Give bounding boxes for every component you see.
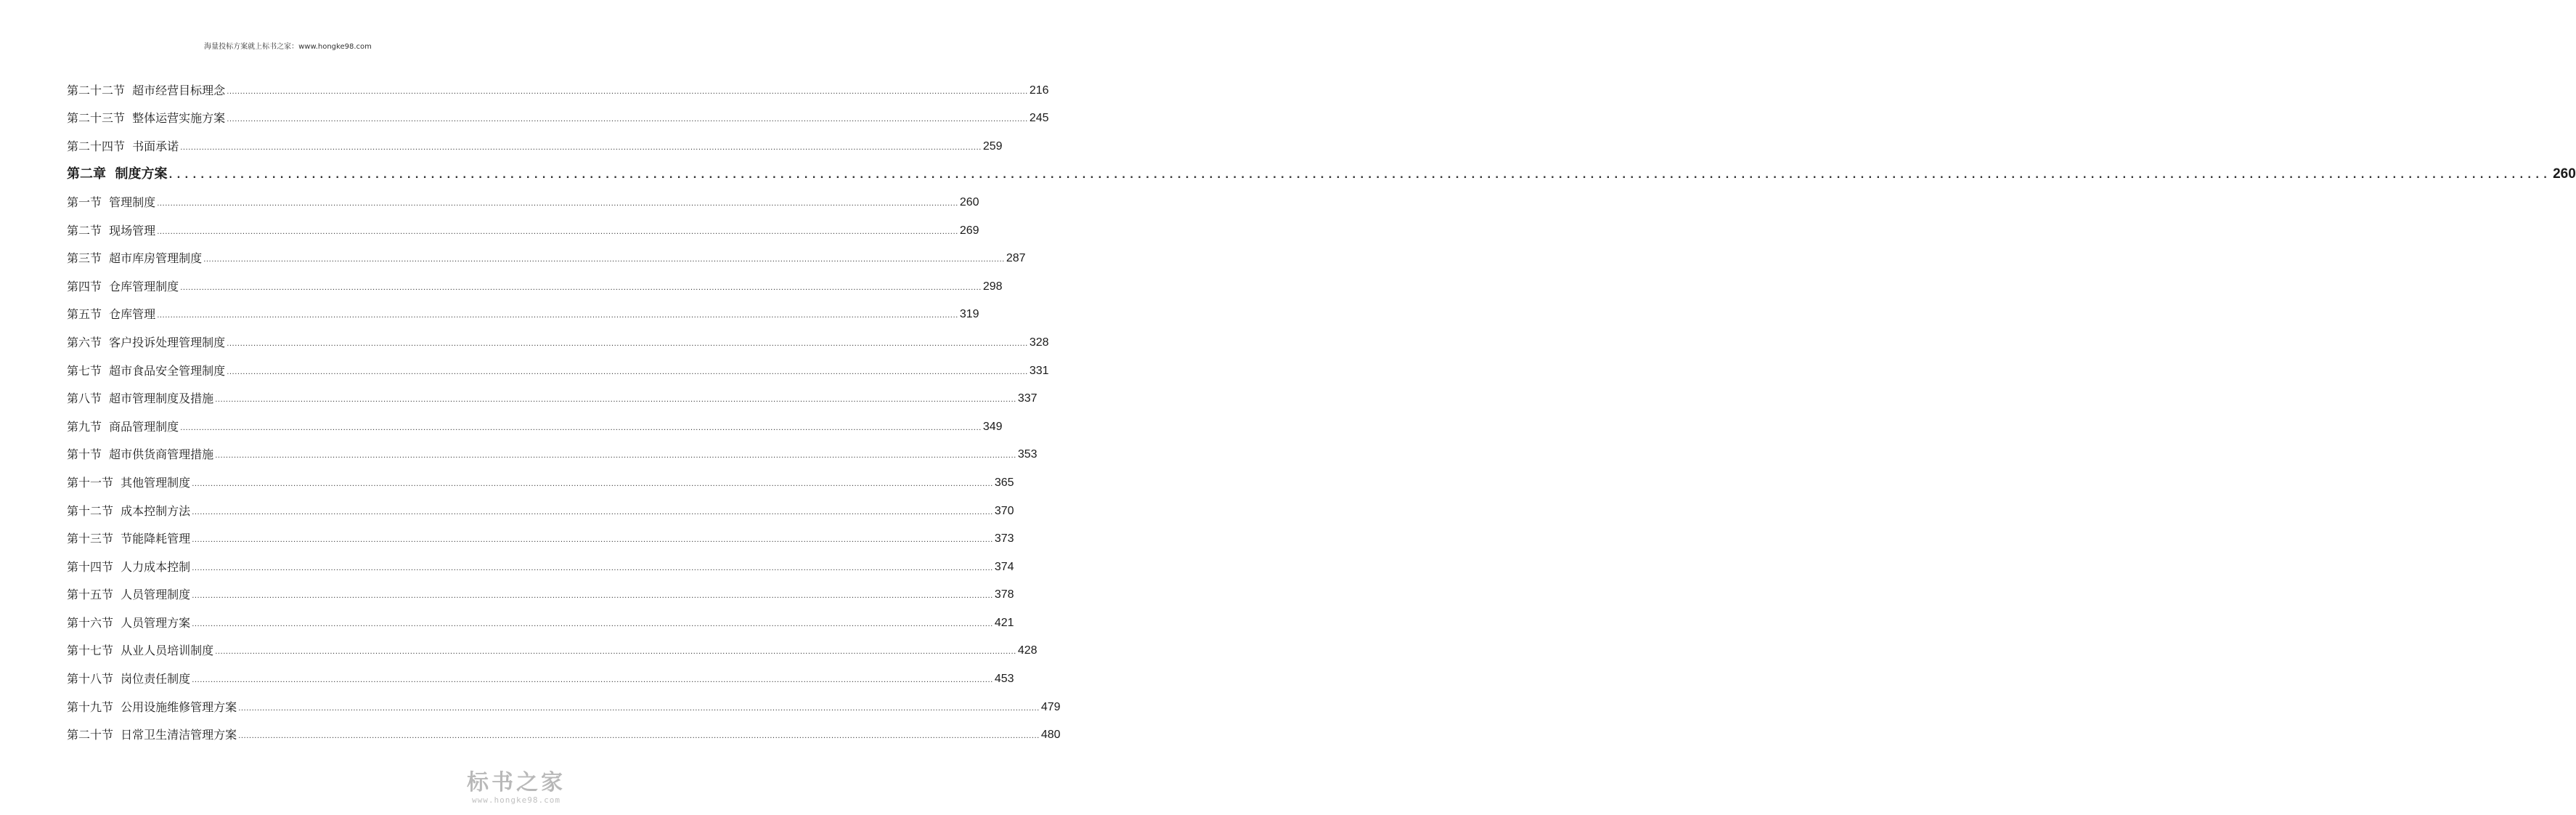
toc-entry[interactable] xyxy=(67,378,1038,407)
toc-entry-title: 第十七节 从业人员培训制度 xyxy=(67,644,214,658)
toc-page-number: 480 xyxy=(1040,729,1061,742)
toc-entry-title: 第二十节 日常卫生清洁管理方案 xyxy=(67,728,237,742)
toc-leader-dots: ............................................................................................................................................................................................................................................................................................................ xyxy=(192,479,993,488)
toc-entry[interactable] xyxy=(67,350,1049,378)
watermark-logo xyxy=(465,771,567,805)
toc-entry-title: 第二十二节 超市经营目标理念 xyxy=(67,83,226,97)
toc-page-number: 370 xyxy=(994,504,1014,517)
toc-entry[interactable] xyxy=(67,294,979,323)
toc-leader-dots: ............................................................................................................................................................................................................................................................................................................ xyxy=(192,564,993,572)
toc-leader-dots: ............................................................................................................................................................................................................................................................................................................ xyxy=(227,339,1028,348)
toc-leader-dots: ............................................................................................................................................................................................................................................................................................................ xyxy=(157,312,958,320)
toc-page-number: 353 xyxy=(1017,448,1038,461)
toc-page-number: 328 xyxy=(1029,336,1049,349)
toc-page-number: 331 xyxy=(1029,364,1049,377)
toc-page-number: 479 xyxy=(1040,700,1061,713)
toc-leader-dots: ............................................................................................................................................................................................................................................................................................................ xyxy=(180,423,982,432)
toc-leader-dots: ............................................................................................................................................................................................................................................................................................................ xyxy=(227,115,1028,124)
toc-entry[interactable] xyxy=(67,434,1038,463)
toc-entry[interactable] xyxy=(67,715,1061,743)
toc-entry[interactable] xyxy=(67,322,1049,350)
table-of-contents xyxy=(67,70,2576,742)
toc-page-number: 260 xyxy=(2553,166,2576,182)
toc-entry[interactable] xyxy=(67,406,1003,434)
toc-leader-dots: ............................................................................................................................................................................................................................................................................................................ xyxy=(215,452,1016,461)
toc-leader-dots: ............................................................................................................................................................................................................................................................................................................ xyxy=(203,256,1005,264)
logo-mark: 标书之家 xyxy=(467,770,566,795)
toc-leader-dots: ............................................................................................................................................................................................................................................................................................................ xyxy=(157,199,958,208)
toc-entry[interactable] xyxy=(67,70,1049,98)
toc-leader-dots: ............................................................................................................................................................................................................................................................................................................ xyxy=(238,704,1040,713)
toc-page-number: 365 xyxy=(994,476,1014,489)
toc-entry-title: 第二十四节 书面承诺 xyxy=(67,139,179,153)
toc-entry-title: 第八节 超市管理制度及措施 xyxy=(67,392,214,406)
toc-page-number: 287 xyxy=(1006,252,1026,265)
toc-page-number: 378 xyxy=(994,588,1014,601)
toc-entry[interactable] xyxy=(67,182,979,210)
toc-entry-title: 第十九节 公用设施维修管理方案 xyxy=(67,700,237,714)
toc-chapter-entry[interactable] xyxy=(67,154,2576,182)
page-header: 海量投标方案就上标书之家：www.hongke98.com xyxy=(204,43,372,51)
toc-leader-dots: ............................................................................................................................................................................................................................................................................................................ xyxy=(192,620,993,628)
toc-page-number: 259 xyxy=(982,139,1003,153)
toc-entry[interactable] xyxy=(67,546,1014,575)
toc-page-number: 298 xyxy=(982,280,1003,293)
toc-entry-title: 第二十三节 整体运营实施方案 xyxy=(67,111,226,126)
toc-leader-dots: ............................................................................................................................................................................................................................................................................................................ xyxy=(192,536,993,545)
toc-page-number: 260 xyxy=(959,195,979,208)
toc-entry[interactable] xyxy=(67,602,1014,630)
toc-page-number: 269 xyxy=(959,224,979,237)
toc-entry[interactable] xyxy=(67,126,1003,154)
logo-url: www.hongke98.com xyxy=(472,795,561,805)
toc-leader-dots: ............................................................................................................................................................................................................................................................................................................ xyxy=(238,732,1040,741)
toc-entry-title: 第二节 现场管理 xyxy=(67,223,156,238)
toc-leader-dots: ............................................................................................................................................................................................................................................................................................................ xyxy=(192,508,993,516)
toc-entry[interactable] xyxy=(67,462,1014,490)
toc-entry-title: 第二章 制度方案 xyxy=(67,166,168,182)
toc-page-number: 428 xyxy=(1017,644,1038,657)
toc-entry-title: 第一节 管理制度 xyxy=(67,195,156,209)
toc-leader-dots: ............................................................................................................................................................................................................................................................................................................ xyxy=(215,648,1016,657)
toc-entry-title: 第十一节 其他管理制度 xyxy=(67,475,191,490)
toc-leader-dots: ............................................................................................................................................................................................................................................................................................................ xyxy=(157,227,958,236)
toc-entry-title: 第六节 客户投诉处理管理制度 xyxy=(67,335,226,349)
toc-entry-title: 第十四节 人力成本控制 xyxy=(67,559,191,574)
toc-page-number: 349 xyxy=(982,420,1003,433)
toc-leader-dots: ............................................................................................................................................................................................................................................................................................................ xyxy=(192,676,993,685)
toc-leader-dots: ............................................................................................................................................................................................................................................................................................................ xyxy=(180,283,982,292)
toc-entry-title: 第十五节 人员管理制度 xyxy=(67,588,191,602)
toc-leader-dots: ............................................................................................................................................................................................................................................................................................................ xyxy=(180,143,982,152)
toc-page-number: 421 xyxy=(994,616,1014,629)
toc-leader-dots: ............................................................................................................................................................................................................................................................................................................ xyxy=(227,87,1028,96)
toc-page-number: 374 xyxy=(994,560,1014,573)
toc-leader-dots: ............................................................................................................................................................................................................................................................................................................ xyxy=(227,368,1028,376)
toc-entry-title: 第七节 超市食品安全管理制度 xyxy=(67,363,226,378)
toc-entry-title: 第十八节 岗位责任制度 xyxy=(67,672,191,686)
toc-entry[interactable] xyxy=(67,575,1014,603)
toc-entry-title: 第十三节 节能降耗管理 xyxy=(67,532,191,546)
toc-entry[interactable] xyxy=(67,238,1026,267)
toc-leader-dots: ............................................................................................................................................................................................................................................................................................................ xyxy=(215,396,1016,405)
toc-entry[interactable] xyxy=(67,686,1061,715)
toc-page-number: 373 xyxy=(994,532,1014,546)
toc-leader-dots: ............................................................................................................................................................................................................................................................................................................ xyxy=(168,170,2552,182)
toc-page-number: 216 xyxy=(1029,84,1049,97)
toc-entry-title: 第五节 仓库管理 xyxy=(67,307,156,322)
toc-page-number: 319 xyxy=(959,308,979,321)
toc-page-number: 337 xyxy=(1017,392,1038,405)
toc-leader-dots: ............................................................................................................................................................................................................................................................................................................ xyxy=(192,592,993,601)
toc-entry-title: 第十二节 成本控制方法 xyxy=(67,503,191,518)
toc-entry[interactable] xyxy=(67,266,1003,294)
toc-entry-title: 第四节 仓库管理制度 xyxy=(67,279,179,293)
toc-entry-title: 第三节 超市库房管理制度 xyxy=(67,251,203,266)
toc-entry[interactable] xyxy=(67,490,1014,519)
toc-entry[interactable] xyxy=(67,98,1049,126)
toc-page-number: 453 xyxy=(994,673,1014,686)
toc-entry[interactable] xyxy=(67,630,1038,659)
toc-entry[interactable] xyxy=(67,519,1014,547)
toc-entry[interactable] xyxy=(67,658,1014,686)
toc-page-number: 245 xyxy=(1029,112,1049,125)
toc-entry-title: 第十六节 人员管理方案 xyxy=(67,615,191,630)
toc-entry-title: 第十节 超市供货商管理措施 xyxy=(67,447,214,462)
toc-entry-title: 第九节 商品管理制度 xyxy=(67,419,179,434)
toc-entry[interactable] xyxy=(67,210,979,238)
